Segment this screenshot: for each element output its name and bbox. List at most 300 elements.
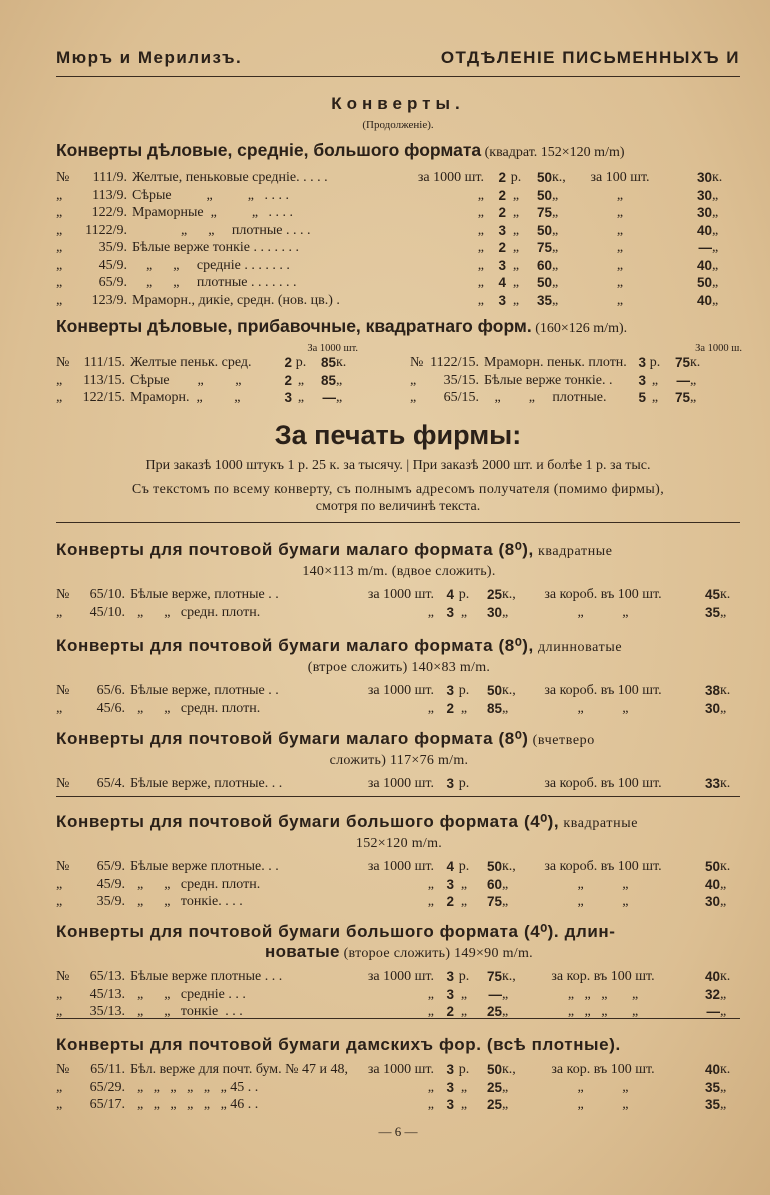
- box-price: 32: [704, 986, 720, 1002]
- price-row: [56, 876, 742, 894]
- number-sign: №: [56, 1062, 70, 1077]
- box-quantity: „: [616, 275, 624, 290]
- item-number: 45/9.: [96, 876, 125, 892]
- kopecks: 50: [536, 222, 552, 238]
- price-row: [56, 968, 742, 986]
- item-number: 35/9.: [96, 894, 125, 909]
- price-unit: „: [720, 700, 727, 716]
- rub-unit: „: [512, 240, 520, 255]
- rubles: „: [651, 390, 659, 405]
- heading-main: Конверты дѣловые, прибавочные, квадратнаго форм.: [56, 316, 532, 336]
- kopecks: 50: [486, 859, 502, 874]
- number-sign: №: [56, 859, 70, 874]
- price-unit: к.: [720, 1062, 731, 1077]
- section-subheading: [56, 749, 742, 769]
- rubles: р.: [649, 355, 661, 370]
- price-unit: к.: [712, 170, 723, 185]
- item-number: 35/13.: [89, 1004, 125, 1019]
- box-quantity: „: [616, 257, 624, 273]
- rub-unit: р.: [458, 587, 470, 602]
- rubles: 3: [446, 1097, 454, 1112]
- price-row: [56, 858, 742, 876]
- rubles: 3: [446, 969, 454, 984]
- imprint-price-line: При заказѣ 1000 штукъ 1 р. 25 к. за тысячу. | При заказѣ 2000 шт. и болѣе 1 р. за тыс.: [145, 458, 651, 473]
- quantity: за 1000 шт.: [367, 969, 434, 984]
- description: Бѣл. верже для почт. бум. № 47 и 48,: [130, 1062, 348, 1077]
- number-sign: „: [56, 187, 63, 203]
- box-quantity: за кор. въ 100 шт.: [551, 969, 655, 984]
- section-subheading: [56, 656, 742, 676]
- rub-unit: „: [460, 986, 468, 1002]
- kopecks: „: [336, 390, 343, 405]
- item-number: 65/10.: [89, 587, 125, 602]
- kopecks: 60: [486, 876, 502, 892]
- description: Сѣрые „ „: [130, 372, 242, 388]
- section-subheading: [56, 560, 742, 580]
- rubles: „: [297, 390, 305, 405]
- section-postal-envelopes: [56, 922, 742, 1021]
- rubles: 4: [446, 587, 454, 602]
- item-number: 65/29.: [89, 1079, 125, 1095]
- item-number: 111/15.: [83, 355, 125, 370]
- price-unit: „: [712, 275, 719, 290]
- item-number: 123/9.: [91, 292, 127, 308]
- rub-unit: р.: [458, 969, 470, 984]
- quantity: „: [477, 187, 484, 203]
- kopecks: „: [690, 372, 697, 388]
- box-quantity: „ „: [577, 876, 629, 892]
- kop-unit: „: [502, 1004, 509, 1019]
- price-unit: к.: [720, 859, 731, 874]
- rub-unit: „: [512, 257, 520, 273]
- box-price: 35: [704, 604, 720, 620]
- heading-note: (второе сложить) 149×90 m/m.: [339, 946, 533, 961]
- quantity: 2: [284, 355, 292, 370]
- price-row: [410, 354, 732, 372]
- section-postal-envelopes: [56, 636, 742, 717]
- rubles: 3: [498, 292, 506, 308]
- rubles: 3: [498, 257, 506, 273]
- price-row: [56, 257, 742, 275]
- description: Мраморные „ „ . . . .: [132, 205, 294, 220]
- number-sign: „: [56, 257, 63, 273]
- item-number: 113/9.: [92, 187, 127, 203]
- box-price: 50: [704, 859, 720, 874]
- rubles: „: [651, 372, 659, 388]
- price-row: [56, 1061, 742, 1079]
- divider: [56, 796, 740, 797]
- box-price: 30: [696, 187, 712, 203]
- rubles: 3: [446, 1079, 454, 1095]
- description: „ „ средн. плотн.: [130, 876, 261, 892]
- box-price: 35: [704, 1079, 720, 1095]
- number-sign: „: [56, 372, 63, 388]
- item-number: 65/13.: [89, 969, 125, 984]
- price-row: [56, 372, 378, 390]
- kop-unit: „: [502, 604, 509, 620]
- quantity: 2: [284, 372, 292, 388]
- kopecks: —: [488, 986, 502, 1002]
- quantity: „: [477, 292, 484, 308]
- box-price: —: [698, 240, 712, 255]
- price-unit: к.: [720, 969, 731, 984]
- kop-unit: „: [552, 187, 559, 203]
- quantity: за 1000 шт.: [367, 776, 434, 791]
- number-sign: №: [56, 683, 70, 698]
- number-sign: „: [56, 986, 63, 1002]
- heading-note: 140×113 m/m. (вдвое сложить).: [302, 564, 496, 579]
- price-row: [56, 586, 742, 604]
- rub-unit: „: [460, 604, 468, 620]
- item-number: 45/10.: [89, 604, 125, 620]
- kopecks: 35: [536, 292, 552, 308]
- section-heading: [56, 812, 742, 832]
- box-price: 35: [704, 1097, 720, 1112]
- imprint-title: За печать фирмы:: [274, 420, 522, 450]
- number-sign: „: [56, 700, 63, 716]
- quantity: „: [477, 205, 484, 220]
- box-quantity: за короб. въ 100 шт.: [544, 859, 662, 874]
- number-sign: №: [410, 355, 424, 370]
- description: „ „ средніе . . . . . . .: [132, 257, 290, 273]
- divider: [56, 1018, 740, 1019]
- heading-main: Конверты для почтовой бумаги большого формата (4⁰). длин-: [56, 922, 616, 941]
- price-unit: „: [712, 205, 719, 220]
- box-quantity: за кор. въ 100 шт.: [551, 1062, 655, 1077]
- number-sign: „: [56, 240, 63, 255]
- kopecks: 75: [536, 240, 552, 255]
- box-quantity: „: [616, 222, 624, 238]
- rubles: 3: [446, 986, 454, 1002]
- heading-main: Конверты для почтовой бумаги дамскихъ фор. (всѣ плотные).: [56, 1035, 621, 1054]
- rub-unit: „: [460, 894, 468, 909]
- description: „ „ средн. плотн.: [130, 700, 261, 716]
- price-unit: „: [720, 1079, 727, 1095]
- description: Бѣлые верже, плотные . .: [130, 587, 279, 602]
- price-row: [56, 893, 742, 911]
- price-row: [56, 775, 742, 793]
- rubles: 2: [446, 1004, 454, 1019]
- kopecks: „: [690, 390, 697, 405]
- box-quantity: „ „ „ „: [567, 1004, 639, 1019]
- section-heading: [56, 922, 742, 942]
- item-number: 1122/9.: [85, 222, 127, 238]
- rubles: 3: [446, 876, 454, 892]
- rubles: 2: [446, 894, 454, 909]
- section-postal-envelopes: [56, 812, 742, 911]
- number-sign: №: [56, 969, 70, 984]
- quantity: „: [477, 222, 484, 238]
- kop-unit: к.,: [502, 859, 516, 874]
- quantity: за 1000 шт.: [367, 1062, 434, 1077]
- box-price: 40: [696, 257, 712, 273]
- rub-unit: 75: [674, 390, 690, 405]
- section-subheading: [56, 832, 742, 852]
- item-number: 111/9.: [92, 170, 127, 185]
- rub-unit: —: [322, 390, 336, 405]
- price-unit: к.: [720, 776, 731, 791]
- rubles: 2: [498, 240, 506, 255]
- box-price: 50: [696, 275, 712, 290]
- rub-unit: „: [512, 292, 520, 308]
- item-number: 65/6.: [96, 683, 125, 698]
- rub-unit: „: [512, 187, 520, 203]
- rubles: 3: [446, 1062, 454, 1077]
- section-heading: [56, 140, 742, 161]
- heading-main: новатые: [265, 942, 340, 961]
- box-quantity: „: [616, 292, 624, 308]
- heading-note: (втрое сложить) 140×83 m/m.: [307, 660, 491, 675]
- item-number: 35/15.: [443, 372, 479, 388]
- divider: [56, 522, 740, 523]
- price-unit: „: [712, 222, 719, 238]
- kop-unit: „: [552, 275, 559, 290]
- kopecks: к.: [336, 355, 347, 370]
- header-department: ОТДѢЛЕНІЕ ПИСЬМЕННЫХЪ И: [440, 48, 740, 67]
- kopecks: 25: [486, 1004, 502, 1019]
- description: „ „ тонкіе . . .: [130, 1004, 243, 1019]
- section-heading: [56, 1035, 742, 1055]
- item-number: 45/6.: [96, 700, 125, 716]
- number-sign: „: [56, 222, 63, 238]
- number-sign: №: [56, 776, 70, 791]
- section-business-large: [56, 140, 742, 309]
- box-quantity: „ „: [577, 604, 629, 620]
- kop-unit: „: [552, 222, 559, 238]
- description: „ „ плотные . . . .: [132, 222, 311, 238]
- kop-unit: к.,: [502, 587, 516, 602]
- description: „ „ „ „ „ „ 45 . .: [130, 1079, 259, 1095]
- header-rule: [56, 76, 740, 77]
- kop-unit: [502, 775, 528, 793]
- quantity: „: [427, 1097, 434, 1112]
- box-price: 40: [696, 222, 712, 238]
- quantity: „: [477, 240, 484, 255]
- quantity: за 1000 шт.: [367, 859, 434, 874]
- number-sign: „: [56, 894, 63, 909]
- rub-unit: „: [460, 1004, 468, 1019]
- item-number: 45/13.: [89, 986, 125, 1002]
- rubles: 4: [498, 275, 506, 290]
- section-heading: [56, 540, 742, 560]
- box-quantity: „ „: [577, 894, 629, 909]
- price-row: [56, 204, 742, 222]
- number-sign: „: [56, 1097, 63, 1112]
- kopecks: 30: [486, 604, 502, 620]
- rubles: р.: [295, 355, 307, 370]
- quantity: „: [427, 894, 434, 909]
- column-header: За 1000 ш.: [695, 343, 742, 354]
- price-unit: к.: [720, 587, 731, 602]
- price-unit: „: [720, 894, 727, 909]
- kopecks: 50: [536, 187, 552, 203]
- item-number: 65/17.: [89, 1097, 125, 1112]
- rub-unit: р.: [458, 683, 470, 698]
- number-sign: „: [410, 372, 417, 388]
- price-unit: „: [720, 986, 727, 1002]
- box-quantity: за короб. въ 100 шт.: [544, 776, 662, 791]
- rub-unit: „: [512, 205, 520, 220]
- section-heading: [56, 729, 742, 749]
- price-row: [56, 292, 742, 310]
- price-row: [56, 354, 378, 372]
- box-price: 40: [704, 969, 720, 984]
- kop-unit: к.,: [502, 1062, 516, 1077]
- heading-note: длинноватые: [533, 640, 623, 655]
- box-quantity: „ „ „ „: [567, 986, 639, 1002]
- kop-unit: „: [502, 876, 509, 892]
- price-row: [56, 222, 742, 240]
- kop-unit: „: [552, 292, 559, 308]
- box-price: —: [706, 1004, 720, 1019]
- description: „ „ тонкіе. . . .: [130, 894, 243, 909]
- box-price: 30: [696, 170, 712, 185]
- quantity: 3: [638, 372, 646, 388]
- price-unit: „: [712, 240, 719, 255]
- box-quantity: „: [616, 240, 624, 255]
- rubles: 2: [498, 205, 506, 220]
- description: Бѣлые верже, плотные. . .: [130, 776, 283, 791]
- rubles: „: [297, 372, 305, 388]
- page-subtitle: (Продолженіе).: [362, 119, 434, 131]
- kopecks: 25: [486, 1097, 502, 1112]
- rub-unit: р.: [458, 1062, 470, 1077]
- number-sign: „: [56, 1004, 63, 1019]
- rubles: 4: [446, 859, 454, 874]
- rubles: 3: [446, 776, 454, 791]
- heading-main: Конверты для почтовой бумаги малаго формата (8⁰): [56, 729, 529, 748]
- description: Бѣлые верже тонкіе . . . . . . .: [132, 240, 300, 255]
- section-postal-envelopes: [56, 1035, 742, 1114]
- running-header: [56, 48, 740, 68]
- box-price: 30: [704, 894, 720, 909]
- description: „ „ плотные.: [484, 390, 607, 405]
- kopecks: [474, 775, 502, 793]
- section-subheading: [56, 942, 742, 962]
- quantity: „: [477, 275, 484, 290]
- price-unit: „: [712, 292, 719, 308]
- quantity: „: [427, 604, 434, 620]
- item-number: 122/15.: [82, 390, 125, 405]
- price-row: [56, 700, 742, 718]
- number-sign: №: [56, 587, 70, 602]
- number-sign: „: [410, 390, 417, 405]
- price-row: [56, 187, 742, 205]
- price-row: [410, 372, 732, 390]
- kopecks: 50: [486, 1062, 502, 1077]
- description: „ „ средн. плотн.: [130, 604, 261, 620]
- description: Желтые пеньк. сред.: [130, 355, 252, 370]
- description: Мраморн. пеньк. плотн.: [484, 355, 627, 370]
- heading-size: (160×126 m/m).: [531, 321, 628, 336]
- number-sign: „: [56, 292, 63, 308]
- quantity: „: [427, 1004, 434, 1019]
- price-unit: „: [720, 1004, 727, 1019]
- kopecks: 75: [536, 205, 552, 220]
- number-sign: №: [56, 170, 70, 185]
- description: „ „ плотные . . . . . . .: [132, 275, 297, 290]
- item-number: 65/11.: [90, 1062, 125, 1077]
- section-heading: [56, 636, 742, 656]
- description: Бѣлые верже плотные. . .: [130, 859, 279, 874]
- price-unit: „: [712, 257, 719, 273]
- rub-unit: „: [460, 1097, 468, 1112]
- item-number: 35/9.: [98, 240, 127, 255]
- price-row: [410, 389, 732, 407]
- description: Сѣрые „ „ . . . .: [132, 187, 289, 203]
- heading-main: Конверты для почтовой бумаги малаго формата (8⁰),: [56, 636, 534, 655]
- rub-unit: р.: [458, 859, 470, 874]
- box-quantity: „ „: [577, 1097, 629, 1112]
- kopecks: 75: [486, 894, 502, 909]
- section-business-additional: [56, 316, 742, 407]
- quantity: 3: [284, 390, 292, 405]
- number-sign: №: [56, 355, 70, 370]
- price-unit: „: [720, 604, 727, 620]
- quantity: за 1000 шт.: [417, 170, 484, 185]
- number-sign: „: [56, 1079, 63, 1095]
- box-quantity: „ „: [577, 1079, 629, 1095]
- quantity: „: [427, 700, 434, 716]
- price-row: [56, 986, 742, 1004]
- heading-main: Конверты для почтовой бумаги малаго формата (8⁰),: [56, 540, 534, 559]
- rub-unit: —: [676, 372, 690, 388]
- box-quantity: за короб. въ 100 шт.: [544, 683, 662, 698]
- number-sign: „: [56, 275, 63, 290]
- rub-unit: р.: [510, 170, 522, 185]
- number-sign: „: [56, 604, 63, 620]
- description: Мраморн. „ „: [130, 390, 241, 405]
- kopecks: 25: [486, 587, 502, 602]
- quantity: „: [427, 1079, 434, 1095]
- price-row: [56, 169, 742, 187]
- heading-note: квадратные: [559, 816, 639, 831]
- quantity: „: [477, 257, 484, 273]
- quantity: „: [427, 876, 434, 892]
- kop-unit: „: [502, 894, 509, 909]
- heading-main: Конверты для почтовой бумаги большого формата (4⁰),: [56, 812, 560, 831]
- heading-note: (вчетверо: [528, 733, 595, 748]
- section-postal-envelopes: [56, 540, 742, 621]
- quantity: за 1000 шт.: [367, 683, 434, 698]
- item-number: 65/15.: [443, 390, 479, 405]
- quantity: „: [427, 986, 434, 1002]
- price-row: [56, 1096, 742, 1114]
- description: Желтые, пеньковые средніе. . . . .: [132, 170, 328, 185]
- box-price: 45: [704, 587, 720, 602]
- page-title: Конверты.: [331, 94, 465, 113]
- box-quantity: „: [616, 187, 624, 203]
- box-price: 40: [696, 292, 712, 308]
- kop-unit: „: [502, 986, 509, 1002]
- price-unit: к.: [720, 683, 731, 698]
- rub-unit: „: [512, 222, 520, 238]
- kopecks: „: [336, 372, 343, 388]
- kop-unit: „: [552, 257, 559, 273]
- rubles: 3: [446, 604, 454, 620]
- kopecks: 60: [536, 257, 552, 273]
- item-number: 122/9.: [91, 205, 127, 220]
- price-row: [56, 274, 742, 292]
- kop-unit: к.,: [502, 683, 516, 698]
- box-price: 33: [704, 776, 720, 791]
- box-price: 40: [704, 876, 720, 892]
- rub-unit: 75: [674, 355, 690, 370]
- kopecks: 50: [536, 275, 552, 290]
- description: Бѣлые верже, плотные . .: [130, 683, 279, 698]
- imprint-text-line: Съ текстомъ по всему конверту, съ полнымъ адресомъ получателя (помимо фирмы),: [131, 482, 665, 497]
- heading-note: квадратные: [533, 544, 613, 559]
